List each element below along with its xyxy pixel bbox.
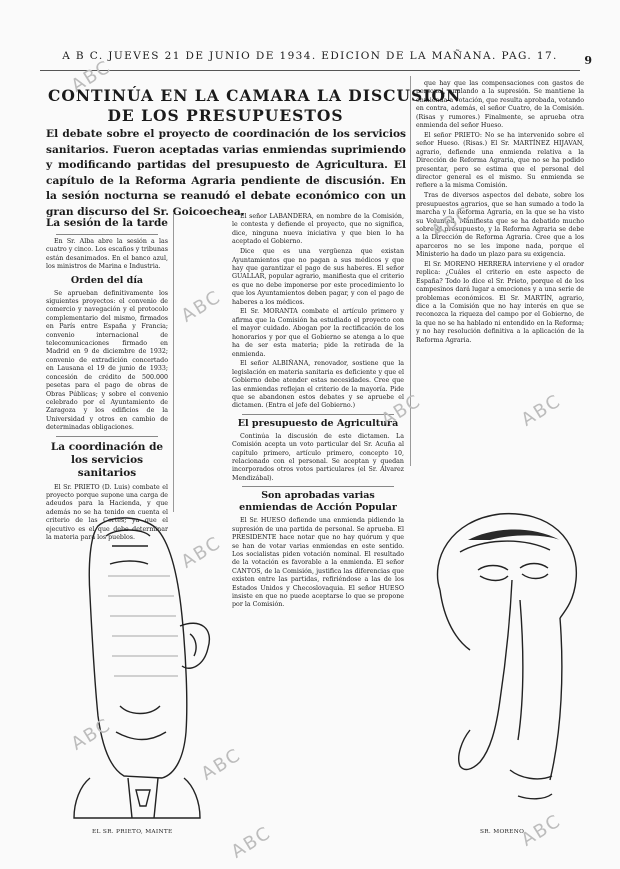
column-rule: [173, 212, 174, 512]
headline-line1: CONTINÚA EN LA CAMARA LA DISCUSION: [48, 86, 462, 105]
paragraph: Continúa la discusión de este dictamen. La Comisión acepta un voto particular del Sr. Acuña al capítulo primero, artículo primero, concepto 10, relacionado con el personal. Se aceptan y quedan incorporados otros votos particulares (el Sr. Álvarez Mendizábal).: [232, 432, 404, 482]
watermark: ABC: [427, 202, 476, 243]
subhead-agricultura: El presupuesto de Agricultura: [237, 417, 399, 429]
section-title-tarde: La sesión de la tarde: [46, 217, 168, 229]
paragraph: Tras de diversos aspectos del debate, sobre los presupuestos agrarios, que se han sumado a todo la marcha y la Reforma Agraria, en la que se ha visto su Voluntad. Manifiesta que se ha debatido mucho sobre el presupuesto, y la Reforma Agraria se debe a la Dirección de Reforma Agraria. Cree que a los aparceros no se les impone nada, porque el Ministerio ha dado un plazo para su exigencia.: [416, 192, 584, 259]
paragraph: El señor ALBIÑANA, renovador, sostiene que la legislación en materia sanitaria es deficiente y que el Gobierno debe atender estas necesidades. Cree que las enmiendas reflejan el criterio de la mayoría. Pide que se abandonen estos debates y se apruebe el dictamen. (Entra el jefe del Gobierno.): [232, 360, 404, 410]
watermark: ABC: [67, 56, 116, 97]
divider: [56, 234, 158, 235]
watermark: ABC: [197, 744, 246, 785]
paragraph: Dice que es una vergüenza que existan Ayuntamientos que no pagan a sus médicos y que hay que garantizar el pago de sus haberes. El señor GUALLAR, popular agrario, manifiesta que el criterio es que no debe imponerse por este procedimiento lo que los Ayuntamientos deben pagar, y con el pago de haberes a los médicos.: [232, 248, 404, 306]
watermark: ABC: [517, 390, 566, 431]
watermark: ABC: [377, 390, 426, 431]
paragraph: El Sr. HUESO defiende una enmienda pidiendo la supresión de una partida de personal. Se aprueba. El PRESIDENTE hace notar que no hay quórum y que se han de votar varias enmiendas en este sentido. Los socialistas piden votación nominal. El resultado de la votación es favorable a la enmienda. El señor CANTOS, de la Comisión, justifica las diferencias que existen entre las partidas, refiriéndose a las de los Estados Unidos y Checoslovaquia. El señor HUESO insiste en que no puede aceptarse lo que se propone por la Comisión.: [232, 517, 404, 609]
column-1: [46, 213, 168, 541]
deck: El debate sobre el proyecto de coordinación de los servicios sanitarios. Fueron aceptadas varias enmiendas suprimiendo y modificando partidas del presupuesto de Agricultura. El capítulo de la Reforma Agraria pendiente de discusión. En la sesión nocturna se reanudó el debate económico con un gran discurso del Sr. Goicoechea.: [46, 128, 406, 218]
watermark: ABC: [177, 532, 226, 573]
divider: [56, 436, 158, 437]
caption-right: SR. MORENO: [480, 829, 525, 835]
masthead: A B C. JUEVES 21 DE JUNIO DE 1934. EDICION DE LA MAÑANA. PAG. 17.: [62, 50, 558, 62]
headline-line2: DE LOS PRESUPUESTOS: [107, 106, 344, 125]
watermark: ABC: [177, 286, 226, 327]
paragraph: El Sr. MORENO HERRERA interviene y el orador replica: ¿Cuáles el criterio en este aspecto de España? Todo lo dice el Sr. Prieto, porque el de los campesinos dará lugar a emociones y a una serie de problemas económicos. El Sr. MARTÍN, agrario, dice a la Comisión que no hay interés en que se reconozca la riqueza del campo por el Gobierno, de la que no se ha hablado ni entendido en la Reforma; y no hay resolución definitiva a la aplicación de la Reforma Agraria.: [416, 261, 584, 344]
top-rule: [40, 70, 580, 71]
paragraph: El Sr. PRIETO (D. Luis) combate el proyecto porque supone una carga de adeudos para la Hacienda, y que además no se ha tenido en cuenta el criterio de las Cortes; ya que el ejecutivo es el que debe determinar la materia para los pueblos.: [46, 483, 168, 541]
paragraph: En Sr. Alba abre la sesión a las cuatro y cinco. Los escaños y tribunas están desanimados. En el banco azul, los ministros de Marina e Industria.: [46, 238, 168, 271]
caption-left: EL SR. PRIETO, MAINTE: [92, 829, 173, 835]
section-title-coordinacion: La coordinación de los servicios sanitarios: [50, 440, 164, 479]
paragraph: que hay que las compensaciones con gastos de personal, anulando a la supresión. Se mantiene la enmienda a votación, que resulta aprobada, votando en contra, además, el señor Cuatro, de la Comisión. (Risas y rumores.) Finalmente, se aprueba otra enmienda del señor Hueso.: [416, 80, 584, 130]
subhead-orden: Orden del día: [70, 274, 144, 286]
subhead-enmiendas: Son aprobadas varias enmiendas de Acción Popular: [239, 490, 397, 514]
column-2: [232, 213, 404, 846]
watermark: ABC: [67, 714, 116, 755]
watermark: ABC: [227, 822, 276, 863]
paragraph: El señor PRIETO: No se ha intervenido sobre el señor Hueso. (Risas.) El Sr. MARTÍNEZ HIJAVAN, agrario, defiende una enmienda relativa a la Dirección de Reforma Agraria, que no se ha podido presentar, pero se estima que el personal del director general es el mismo. Su enmienda se refiere a la misma Comisión.: [416, 131, 584, 190]
paragraph: El Sr. MORANTA combate el artículo primero y afirma que la Comisión ha estudiado el proyecto con el mayor cuidado. Abogan por la rectificación de los honorarios y por que el Gobierno se atenga a lo que ha de ser esta materia; pide la retirada de la enmienda.: [232, 308, 404, 358]
column-3: [416, 80, 584, 500]
paragraph: Se aprueban definitivamente los siguientes proyectos: el convenio de comercio y navegación y el protocolo complementario del mismo, firmados en París entre España y Francia; convenio internacional de telecomunicaciones firmado en Madrid en 9 de diciembre de 1932; convenio de extradición concertado en Lausana el 19 de junio de 1933; concesión de crédito de 500.000 pesetas para el pago de obras de Obras Públicas; y sobre el convenio celebrado por el Ayuntamiento de Zaragoza y los edificios de la Universidad y otros en cambio de determinadas obligaciones.: [46, 289, 168, 432]
divider: [242, 414, 394, 415]
page-number: 9: [584, 54, 592, 67]
caricature-moreno: [420, 500, 590, 830]
watermark: ABC: [517, 810, 566, 851]
divider: [242, 486, 394, 487]
paragraph: El señor LABANDERA, en nombre de la Comisión, le contesta y defiende el proyecto, que no significa, dice, ninguna nueva iniciativa y que bien lo ha aceptado el Gobierno.: [232, 213, 404, 246]
